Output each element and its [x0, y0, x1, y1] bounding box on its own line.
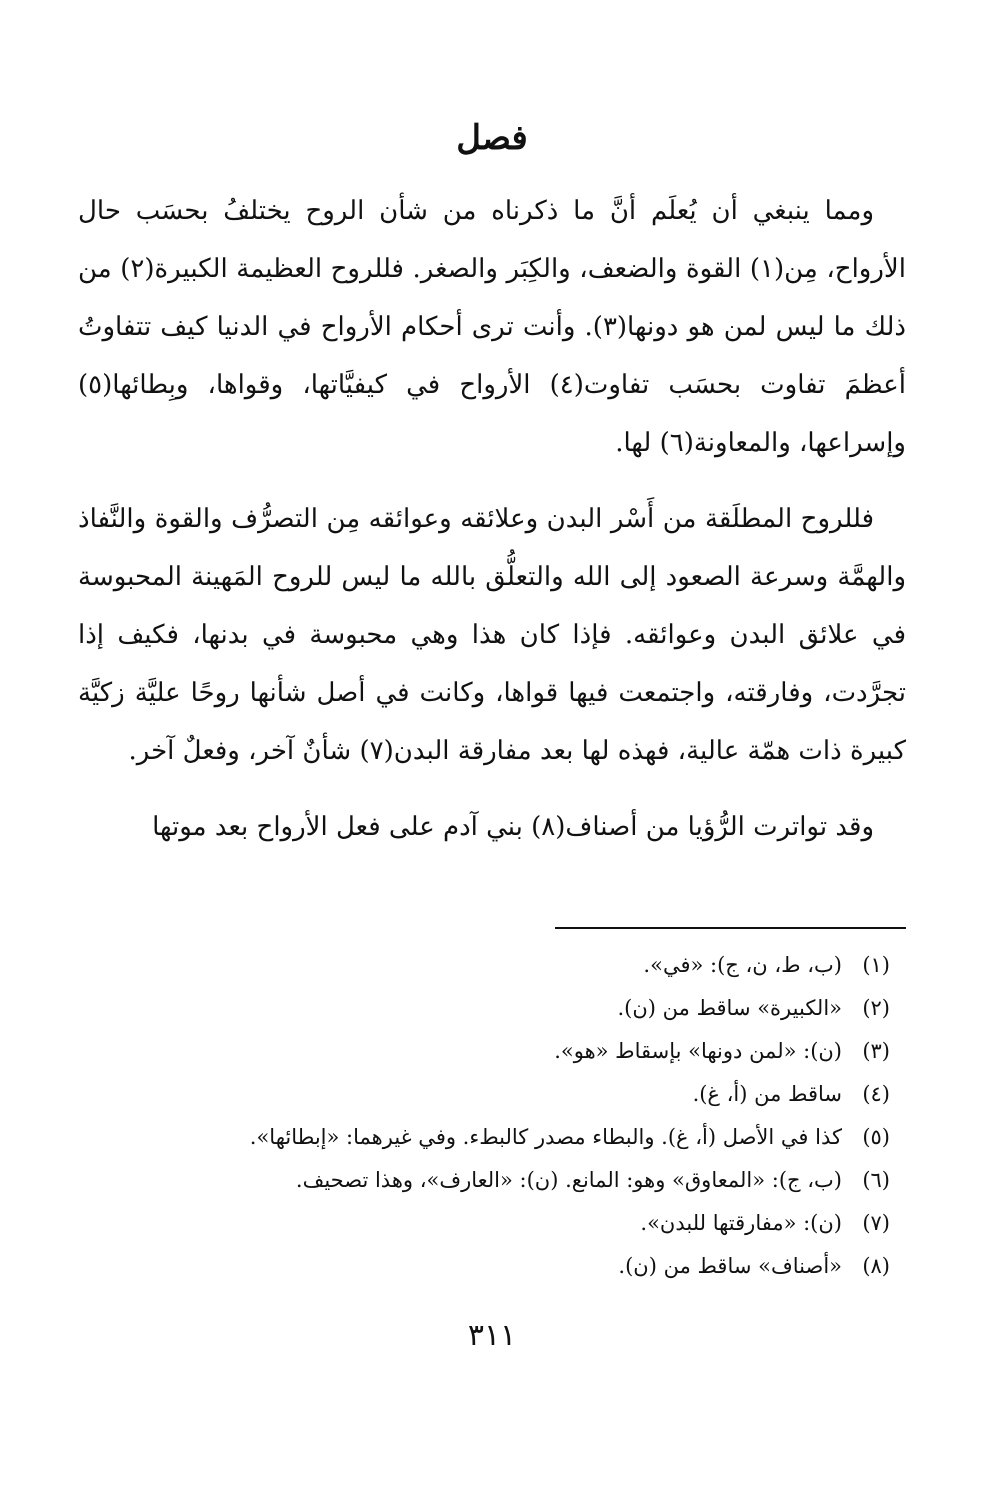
- footnote-text: (ن): «لمن دونها» بإسقاط «هو».: [554, 1039, 842, 1063]
- page-number: ٣١١: [467, 1318, 517, 1353]
- footnote-text: ساقط من (أ، غ).: [692, 1082, 842, 1106]
- footnotes-list: [120, 944, 890, 1288]
- footnote-item: [120, 987, 890, 1030]
- footnote-text: كذا في الأصل (أ، غ). والبطاء مصدر كالبطء. وفي غيرهما: «إبطائها».: [249, 1125, 842, 1149]
- footnote-divider: [555, 927, 906, 929]
- footnote-item: [120, 1245, 890, 1288]
- footnote-item: [120, 1159, 890, 1202]
- main-text: [78, 182, 906, 874]
- paragraph: ومما ينبغي أن يُعلَم أنَّ ما ذكرناه من شأن الروح يختلفُ بحسَب حال الأرواح، مِن(١) القوة والضعف، والكِبَر والصغر. فللروح العظيمة الكبيرة(٢) من ذلك ما ليس لمن هو دونها(٣). وأنت ترى أحكام الأرواح في الدنيا كيف تتفاوتُ أعظمَ تفاوت بحسَب تفاوت(٤) الأرواح في كيفيَّاتها، وقواها، وبِطائها(٥) وإسراعها، والمعاونة(٦) لها.: [78, 196, 906, 458]
- footnote-text: (ب، ط، ن، ج): «في».: [643, 953, 842, 977]
- footnote-number: (٦): [862, 1168, 890, 1192]
- footnote-text: (ب، ج): «المعاوق» وهو: المانع. (ن): «العارف»، وهذا تصحيف.: [295, 1168, 842, 1192]
- footnote-item: [120, 1073, 890, 1116]
- footnote-number: (٧): [862, 1211, 890, 1235]
- footnote-number: (٢): [862, 996, 890, 1020]
- footnote-number: (٤): [862, 1082, 890, 1106]
- footnote-number: (١): [862, 953, 890, 977]
- section-heading: فصل: [456, 118, 528, 158]
- footnote-text: (ن): «مفارقتها للبدن».: [640, 1211, 842, 1235]
- footnote-number: (٥): [862, 1125, 890, 1149]
- paragraph: وقد تواترت الرُّؤيا من أصناف(٨) بني آدم على فعل الأرواح بعد موتها: [152, 812, 874, 842]
- footnote-text: «أصناف» ساقط من (ن).: [618, 1254, 842, 1278]
- paragraph: فللروح المطلَقة من أَسْر البدن وعلائقه وعوائقه مِن التصرُّف والقوة والنَّفاذ والهمَّة وسرعة الصعود إلى الله والتعلُّق بالله ما ليس للروح المَهينة المحبوسة في علائق البدن وعوائقه. فإذا كان هذا وهي محبوسة في بدنها، فكيف إذا تجرَّدت، وفارقته، واجتمعت فيها قواها، وكانت في أصل شأنها روحًا عليَّة زكيَّة كبيرة ذات همّة عالية، فهذه لها بعد مفارقة البدن(٧) شأنٌ آخر، وفعلٌ آخر.: [78, 504, 906, 766]
- footnote-item: [120, 1030, 890, 1073]
- footnote-number: (٨): [862, 1254, 890, 1278]
- footnote-text: «الكبيرة» ساقط من (ن).: [617, 996, 842, 1020]
- footnote-item: [120, 1116, 890, 1159]
- footnote-item: [120, 944, 890, 987]
- footnote-number: (٣): [862, 1039, 890, 1063]
- footnote-item: [120, 1202, 890, 1245]
